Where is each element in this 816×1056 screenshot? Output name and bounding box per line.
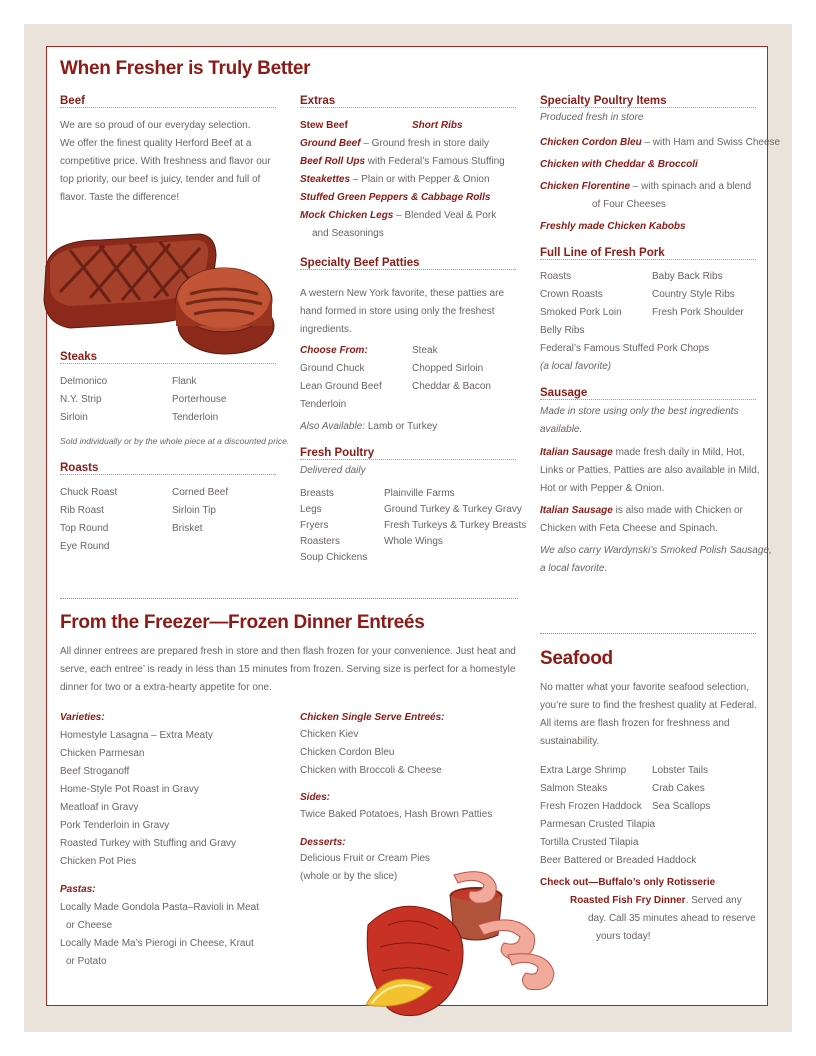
extras-item: Ground Beef – Ground fresh in store daily [300, 138, 489, 149]
pork-list-2: Baby Back Ribs Country Style Ribs Fresh Pork Shoulder [652, 271, 744, 318]
varieties-list: Homestyle Lasagna – Extra Meaty Chicken Parmesan Beef Stroganoff Home-Style Pot Roast in Gravy Meatloaf in Gravy Pork Tenderloin in Gravy Roasted Turkey with Stuffing and Gravy Chicken Pot Pies [60, 730, 237, 867]
pastas-label: Pastas: [60, 884, 96, 895]
sausage-sub: Made in store using only the best ingredients available. [540, 406, 739, 435]
varieties-label: Varieties: [60, 712, 105, 723]
chicken-entrees-list: Chicken Kiev Chicken Cordon Bleu Chicken with Broccoli & Cheese [300, 729, 442, 776]
specialty-item: Chicken Florentine – with spinach and a blend [540, 181, 752, 192]
patties-list-2: Steak Chopped Sirloin Cheddar & Bacon [412, 345, 491, 392]
seafood-illustration [358, 855, 568, 1025]
extras-item: Steakettes – Plain or with Pepper & Onion [300, 174, 490, 185]
seafood-list-1: Extra Large Shrimp Salmon Steaks Fresh Frozen Haddock Parmesan Crusted Tilapia Tortilla Crusted Tilapia Beer Battered or Breaded Haddock [540, 765, 697, 866]
specialty-poultry-heading: Specialty Poultry Items [540, 95, 756, 108]
steaks-list-2: Flank Porterhouse Tenderloin [172, 376, 227, 423]
sausage-heading: Sausage [540, 387, 756, 400]
beef-intro: We are so proud of our everyday selection. We offer the finest quality Herford Beef at a competitive price. With freshness and flavor our top priority, our beef is juicy, tender and full of flavor. Taste the difference! [60, 120, 271, 203]
specialty-item-cont: of Four Cheeses [592, 199, 666, 210]
roasts-heading: Roasts [60, 462, 276, 475]
extras-heading: Extras [300, 95, 516, 108]
roasts-list-2: Corned Beef Sirloin Tip Brisket [172, 487, 229, 534]
short-ribs: Short Ribs [412, 120, 463, 131]
sausage-note: We also carry Wardynski’s Smoked Polish Sausage, a local favorite. [540, 545, 772, 574]
steaks-note: Sold individually or by the whole piece at a discounted price. [60, 436, 290, 446]
extras-list: Ground Beef – Ground fresh in store daily Beef Roll Ups with Federal’s Famous Stuffing Steakettes – Plain or with Pepper & Onion Stuffed Green Peppers & Cabbage Rolls Mock Chicken Legs – Blended Veal & Pork and Seasonings [300, 135, 522, 243]
steaks-list-1: Delmonico N.Y. Strip Sirloin [60, 376, 108, 423]
pastas-list: Locally Made Gondola Pasta–Ravioli in Meat or Cheese Locally Made Ma’s Pierogi in Cheese, Kraut or Potato [60, 902, 259, 967]
pork-list-1: Roasts Crown Roasts Smoked Pork Loin Belly Ribs Federal’s Famous Stuffed Pork Chops (a local favorite) [540, 271, 710, 372]
poultry-sub: Delivered daily [300, 465, 366, 476]
seafood-intro: No matter what your favorite seafood selection, you’re sure to find the freshest quality at Federal. All items are flash frozen for freshness and sustainability. [540, 682, 757, 747]
specialty-item: Freshly made Chicken Kabobs [540, 221, 686, 232]
steaks-heading: Steaks [60, 351, 276, 364]
patties-heading: Specialty Beef Patties [300, 257, 516, 270]
section-title-fresh: When Fresher is Truly Better [60, 58, 311, 79]
poultry-heading: Fresh Poultry [300, 447, 516, 460]
beef-heading: Beef [60, 95, 276, 108]
choose-label: Choose From: [300, 345, 368, 356]
sausage-p1: Italian Sausage made fresh daily in Mild, Hot, Links or Patties. Patties are also available in Mild, Hot or with Pepper & Onion. [540, 447, 760, 494]
also-available: Also Available: Lamb or Turkey [300, 421, 438, 432]
sausage-p2: Italian Sausage is also made with Chicken or Chicken with Feta Cheese and Spinach. [540, 505, 743, 534]
extras-item: Beef Roll Ups with Federal’s Famous Stuffing [300, 156, 505, 167]
specialty-poultry-sub: Produced fresh in store [540, 112, 644, 123]
section-divider [540, 633, 756, 634]
specialty-item: Chicken with Cheddar & Broccoli [540, 159, 698, 170]
patties-list-1: Ground Chuck Lean Ground Beef Tenderloin [300, 363, 382, 410]
poultry-list-2: Plainville Farms Ground Turkey & Turkey Gravy Fresh Turkeys & Turkey Breasts Whole Wings [384, 488, 527, 547]
extras-item: Mock Chicken Legs – Blended Veal & Pork [300, 210, 497, 221]
patties-intro: A western New York favorite, these patties are hand formed in store using only the freshest ingredients. [300, 288, 504, 335]
sides-label: Sides: [300, 792, 331, 803]
section-divider [60, 598, 518, 599]
seafood-list-2: Lobster Tails Crab Cakes Sea Scallops [652, 765, 711, 812]
freezer-title: From the Freezer—Frozen Dinner Entreés [60, 612, 425, 633]
pork-heading: Full Line of Fresh Pork [540, 247, 756, 260]
desserts-label: Desserts: [300, 837, 346, 848]
stew-beef: Stew Beef [300, 120, 348, 131]
roasts-list-1: Chuck Roast Rib Roast Top Round Eye Round [60, 487, 118, 552]
steaks-illustration [40, 226, 280, 356]
desserts-list: Delicious Fruit or Cream Pies (whole or by the slice) [300, 853, 431, 882]
specialty-item: Chicken Cordon Bleu – with Ham and Swiss Cheese [540, 137, 781, 148]
extras-item: Stuffed Green Peppers & Cabbage Rolls [300, 192, 491, 203]
poultry-list-1: Breasts Legs Fryers Roasters Soup Chickens [300, 488, 368, 563]
fish-fry-promo: Check out—Buffalo’s only Rotisserie Roasted Fish Fry Dinner. Served any day. Call 35 minutes ahead to reserve yours today! [540, 877, 756, 942]
sides-text: Twice Baked Potatoes, Hash Brown Patties [300, 809, 493, 820]
freezer-intro: All dinner entrees are prepared fresh in store and then flash frozen for your convenience. Just heat and serve, each entree’ is ready in less than 15 minutes from frozen. Serving size is perfect for a homestyle dinner for two or a extra-hearty appetite for one. [60, 646, 516, 693]
seafood-title: Seafood [540, 648, 613, 669]
chicken-entrees-label: Chicken Single Serve Entreés: [300, 712, 445, 723]
